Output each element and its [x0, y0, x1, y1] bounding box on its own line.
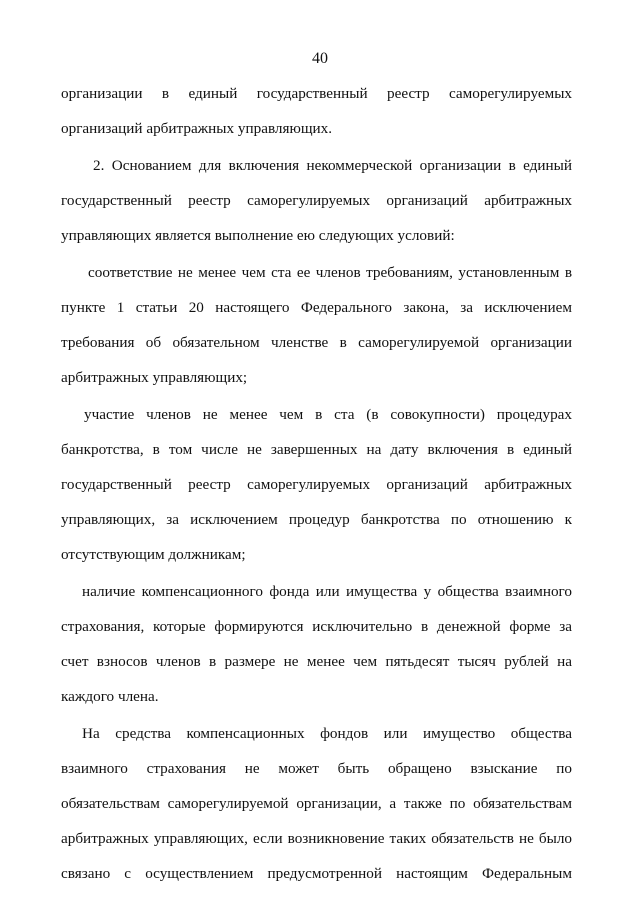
text-line: банкротства, в том числе не завершенных на дату включения в единый	[61, 441, 572, 458]
text-line: страхования, которые формируются исключительно в денежной форме за	[61, 618, 572, 635]
text-line: участие членов не менее чем в ста (в совокупности) процедурах	[84, 406, 572, 423]
text-line: каждого члена.	[61, 688, 159, 705]
text-line: счет взносов членов в размере не менее чем пятьдесят тысяч рублей на	[61, 653, 572, 670]
page-number: 40	[312, 50, 328, 67]
text-line: государственный реестр саморегулируемых организаций арбитражных	[61, 476, 572, 493]
text-line: отсутствующим должникам;	[61, 546, 246, 563]
text-line: наличие компенсационного фонда или имущества у общества взаимного	[82, 583, 572, 600]
text-line: связано с осуществлением предусмотренной настоящим Федеральным	[61, 865, 572, 882]
text-line: соответствие не менее чем ста ее членов требованиям, установленным в	[88, 264, 572, 281]
text-line: управляющих, за исключением процедур банкротства по отношению к	[61, 511, 572, 528]
text-line: организации в единый государственный реестр саморегулируемых	[61, 85, 572, 102]
text-line: управляющих является выполнение ею следующих условий:	[61, 227, 455, 244]
text-line: обязательствам саморегулируемой организации, а также по обязательствам	[61, 795, 572, 812]
text-line: требования об обязательном членстве в саморегулируемой организации	[61, 334, 572, 351]
text-line: государственный реестр саморегулируемых организаций арбитражных	[61, 192, 572, 209]
text-line: взаимного страхования не может быть обращено взыскание по	[61, 760, 572, 777]
text-line: арбитражных управляющих;	[61, 369, 248, 386]
text-line: пункте 1 статьи 20 настоящего Федерального закона, за исключением	[61, 299, 572, 316]
text-line: организаций арбитражных управляющих.	[61, 120, 333, 137]
text-line: 2. Основанием для включения некоммерческой организации в единый	[93, 157, 572, 174]
text-line: арбитражных управляющих, если возникновение таких обязательств не было	[61, 830, 572, 847]
text-line: На средства компенсационных фондов или имущество общества	[82, 725, 572, 742]
